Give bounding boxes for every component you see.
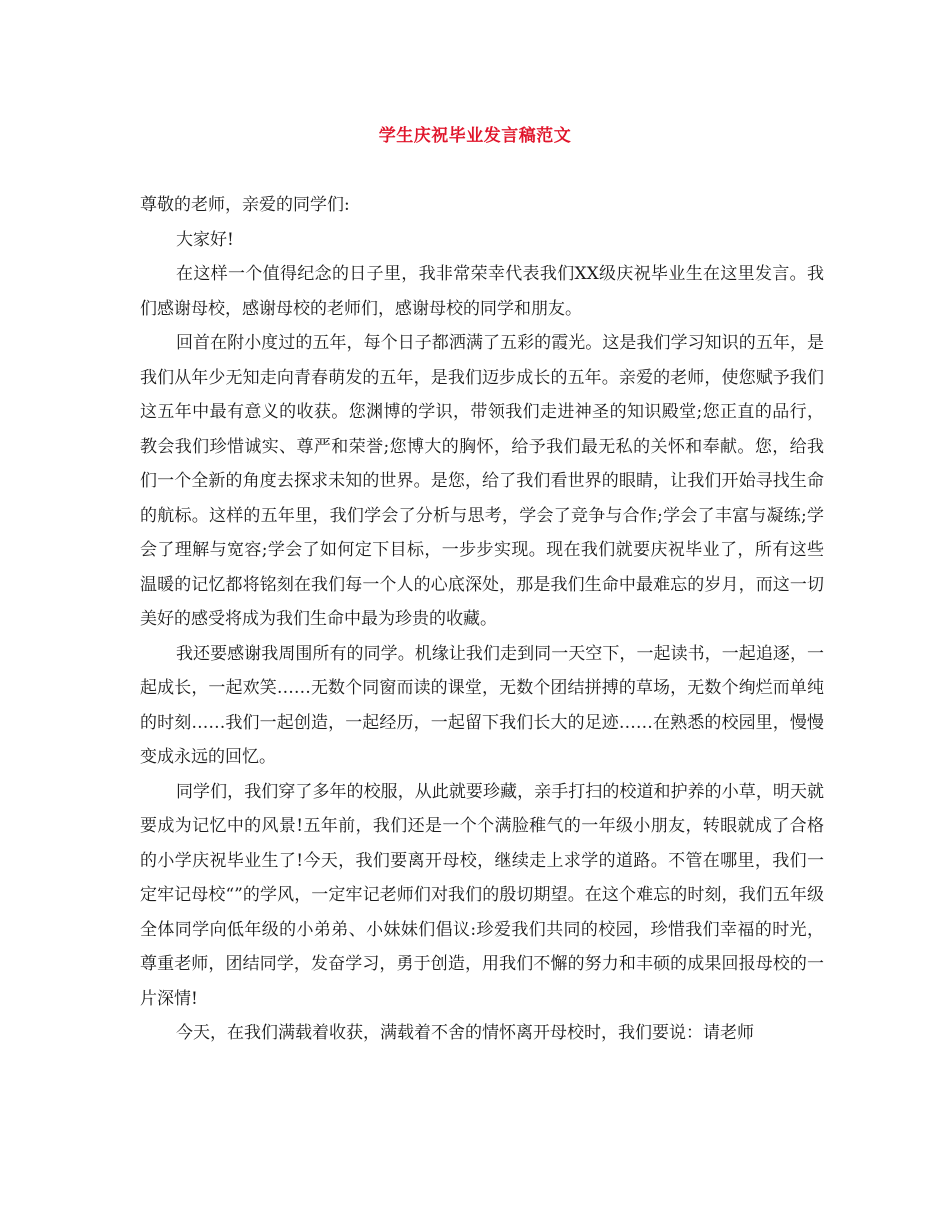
document-body — [140, 188, 824, 1051]
paragraph-farewell: 今天，在我们满载着收获，满载着不舍的情怀离开母校时，我们要说：请老师 — [176, 1023, 754, 1043]
paragraph-classmates: 我还要感谢我周围所有的同学。机缘让我们走到同一天空下，一起读书，一起追逐，一起成长，一起欢笑……无数个同窗而读的课堂，无数个团结拼搏的草场，无数个绚烂而单纯的时刻……我们一起创造，一起经历，一起留下我们长大的足迹……在熟悉的校园里，慢慢变成永远的回忆。 — [140, 643, 824, 767]
salutation: 尊敬的老师，亲爱的同学们: — [140, 195, 350, 215]
paragraph-intro: 在这样一个值得纪念的日子里，我非常荣幸代表我们XX级庆祝毕业生在这里发言。我们感谢母校，感谢母校的老师们，感谢母校的同学和朋友。 — [140, 264, 824, 319]
paragraph-greeting: 大家好! — [176, 229, 234, 250]
paragraph-teachers: 回首在附小度过的五年，每个日子都洒满了五彩的霞光。这是我们学习知识的五年，是我们从年少无知走向青春萌发的五年，是我们迈步成长的五年。亲爱的老师，使您赋予我们这五年中最有意义的收获。您渊博的学识，带领我们走进神圣的知识殿堂;您正直的品行，教会我们珍惜诚实、尊严和荣誉;您博大的胸怀，给予我们最无私的关怀和奉献。您，给我们一个全新的角度去探求未知的世界。是您，给了我们看世界的眼睛，让我们开始寻找生命的航标。这样的五年里，我们学会了分析与思考，学会了竞争与合作;学会了丰富与凝练;学会了理解与宽容;学会了如何定下目标，一步步实现。现在我们就要庆祝毕业了，所有这些温暖的记忆都将铭刻在我们每一个人的心底深处，那是我们生命中最难忘的岁月，而这一切美好的感受将成为我们生命中最为珍贵的收藏。 — [140, 333, 824, 629]
document-title: 学生庆祝毕业发言稿范文 — [378, 126, 572, 146]
paragraph-initiative: 同学们，我们穿了多年的校服，从此就要珍藏，亲手打扫的校道和护养的小草，明天就要成为记忆中的风景!五年前，我们还是一个个满脸稚气的一年级小朋友，转眼就成了合格的小学庆祝毕业生了!今天，我们要离开母校，继续走上求学的道路。不管在哪里，我们一定牢记母校“”的学风，一定牢记老师们对我们的殷切期望。在这个难忘的时刻，我们五年级全体同学向低年级的小弟弟、小妹妹们倡议:珍爱我们共同的校园，珍惜我们幸福的时光，尊重老师，团结同学，发奋学习，勇于创造，用我们不懈的努力和丰硕的成果回报母校的一片深情! — [140, 781, 824, 1009]
